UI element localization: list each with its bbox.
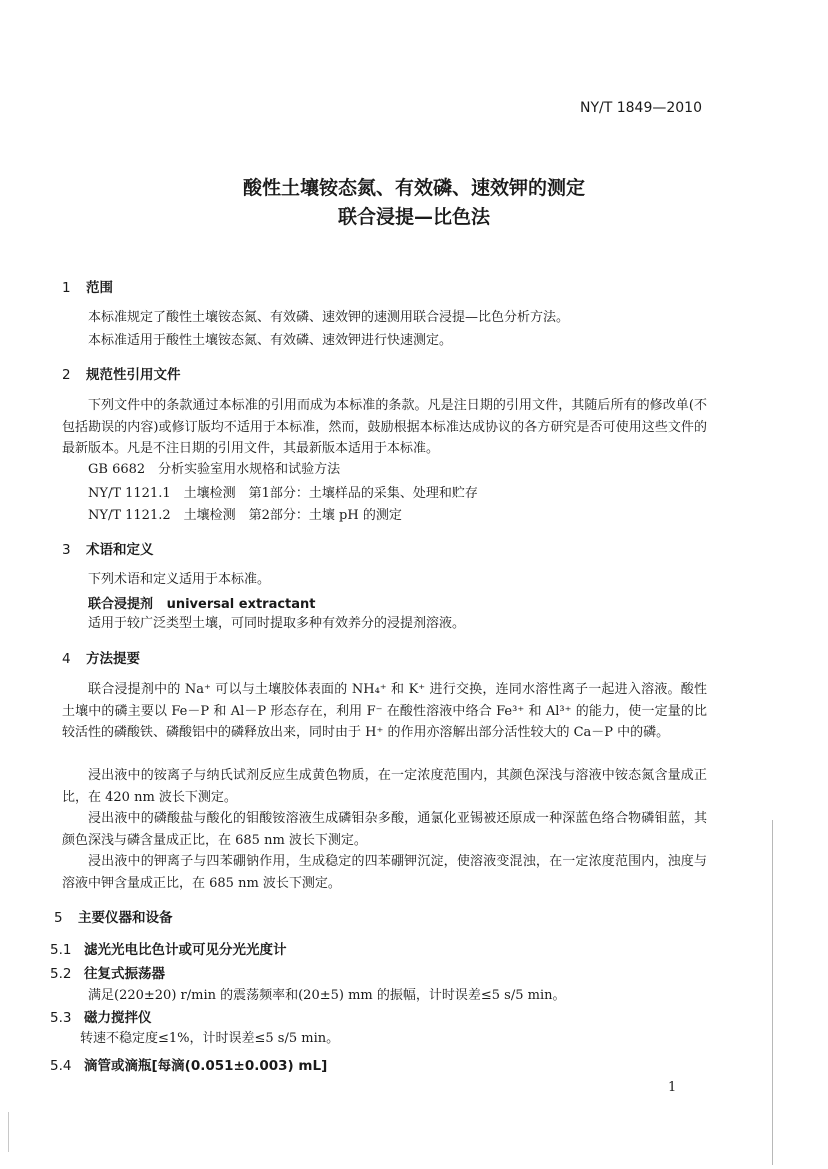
subsection-title: 磁力搅拌仪 <box>84 1010 152 1026</box>
section-number: 4 <box>62 651 71 667</box>
section-title: 术语和定义 <box>86 542 154 558</box>
paragraph: 转速不稳定度≤1%，计时误差≤5 s/5 min。 <box>80 1031 340 1046</box>
subsection-number: 5.4 <box>50 1058 72 1074</box>
document-title: 酸性土壤铵态氮、有效磷、速效钾的测定 <box>242 177 585 199</box>
paragraph: 下列术语和定义适用于本标准。 <box>88 572 271 587</box>
section-5-heading <box>54 906 173 926</box>
section-3-heading <box>62 538 154 558</box>
section-number: 1 <box>62 280 71 296</box>
section-4-heading <box>62 647 140 667</box>
section-number: 2 <box>62 367 71 383</box>
paragraph: 下列文件中的条款通过本标准的引用而成为本标准的条款。凡是注日期的引用文件，其随后所有的修改单(不包括勘误的内容)或修订版均不适用于本标准，然而，鼓励根据本标准达成协议的各方研究是否可使用这些文件的最新版本。凡是不注日期的引用文件，其最新版本适用于本标准。 <box>62 398 707 456</box>
paragraph: 浸出液中的磷酸盐与酸化的钼酸铵溶液生成磷钼杂多酸，通氯化亚锡被还原成一种深蓝色络合物磷钼蓝，其颜色深浅与磷含量成正比，在 685 nm 波长下测定。 <box>62 811 707 848</box>
subsection-number: 5.2 <box>50 966 72 982</box>
term-entry <box>88 593 316 612</box>
section-2-heading <box>62 363 181 383</box>
term-definition: 适用于较广泛类型土壤，可同时提取多种有效养分的浸提剂溶液。 <box>88 616 466 631</box>
paragraph: 本标准适用于酸性土壤铵态氮、有效磷、速效钾进行快速测定。 <box>88 333 453 348</box>
scan-edge-line <box>772 820 773 1165</box>
section-title: 规范性引用文件 <box>86 367 181 383</box>
section-title: 主要仪器和设备 <box>78 910 173 926</box>
paragraph: 联合浸提剂中的 Na⁺ 可以与土壤胶体表面的 NH₄⁺ 和 K⁺ 进行交换，连同水溶性离子一起进入溶液。酸性土壤中的磷主要以 Fe－P 和 Al－P 形态存在，利用 F⁻ 在酸性溶液中络合 Fe³⁺ 和 Al³⁺ 的能力，使一定量的比较活性的磷酸铁、磷酸铝中的磷释放出来，同时由于 H⁺ 的作用亦溶解出部分活性较大的 Ca－P 中的磷。 <box>62 682 707 740</box>
subsection-heading <box>50 1006 152 1026</box>
reference-item: NY/T 1121.2 土壤检测 第2部分：土壤 pH 的测定 <box>88 508 402 523</box>
section-title: 方法提要 <box>86 651 140 667</box>
paragraph: 浸出液中的钾离子与四苯硼钠作用，生成稳定的四苯硼钾沉淀，使溶液变混浊，在一定浓度范围内，浊度与溶液中钾含量成正比，在 685 nm 波长下测定。 <box>62 854 707 891</box>
scan-edge-line <box>8 1112 9 1152</box>
subsection-title: 往复式振荡器 <box>84 966 165 982</box>
term-chinese: 联合浸提剂 <box>88 597 154 612</box>
paragraph: 浸出液中的铵离子与纳氏试剂反应生成黄色物质，在一定浓度范围内，其颜色深浅与溶液中铵态氮含量成正比，在 420 nm 波长下测定。 <box>62 768 707 805</box>
reference-item: GB 6682 分析实验室用水规格和试验方法 <box>88 462 341 477</box>
term-english: universal extractant <box>166 597 316 612</box>
document-code: NY/T 1849—2010 <box>580 100 703 116</box>
document-subtitle: 联合浸提—比色法 <box>337 206 490 228</box>
paragraph: 满足(220±20) r/min 的震荡频率和(20±5) mm 的振幅，计时误差≤5 s/5 min。 <box>88 988 566 1003</box>
section-title: 范围 <box>86 280 113 296</box>
page-number: 1 <box>668 1080 677 1095</box>
section-number: 5 <box>54 910 63 926</box>
subsection-heading <box>50 938 287 958</box>
subsection-title: 滴管或滴瓶[每滴(0.051±0.003) mL] <box>84 1058 328 1074</box>
paragraph: 本标准规定了酸性土壤铵态氮、有效磷、速效钾的速测用联合浸提—比色分析方法。 <box>88 310 570 325</box>
subsection-heading <box>50 962 165 982</box>
subsection-number: 5.1 <box>50 942 72 958</box>
subsection-title: 滤光光电比色计或可见分光光度计 <box>84 942 287 958</box>
subsection-heading <box>50 1054 327 1074</box>
subsection-number: 5.3 <box>50 1010 72 1026</box>
section-1-heading <box>62 276 113 296</box>
section-number: 3 <box>62 542 71 558</box>
reference-item: NY/T 1121.1 土壤检测 第1部分：土壤样品的采集、处理和贮存 <box>88 486 478 501</box>
